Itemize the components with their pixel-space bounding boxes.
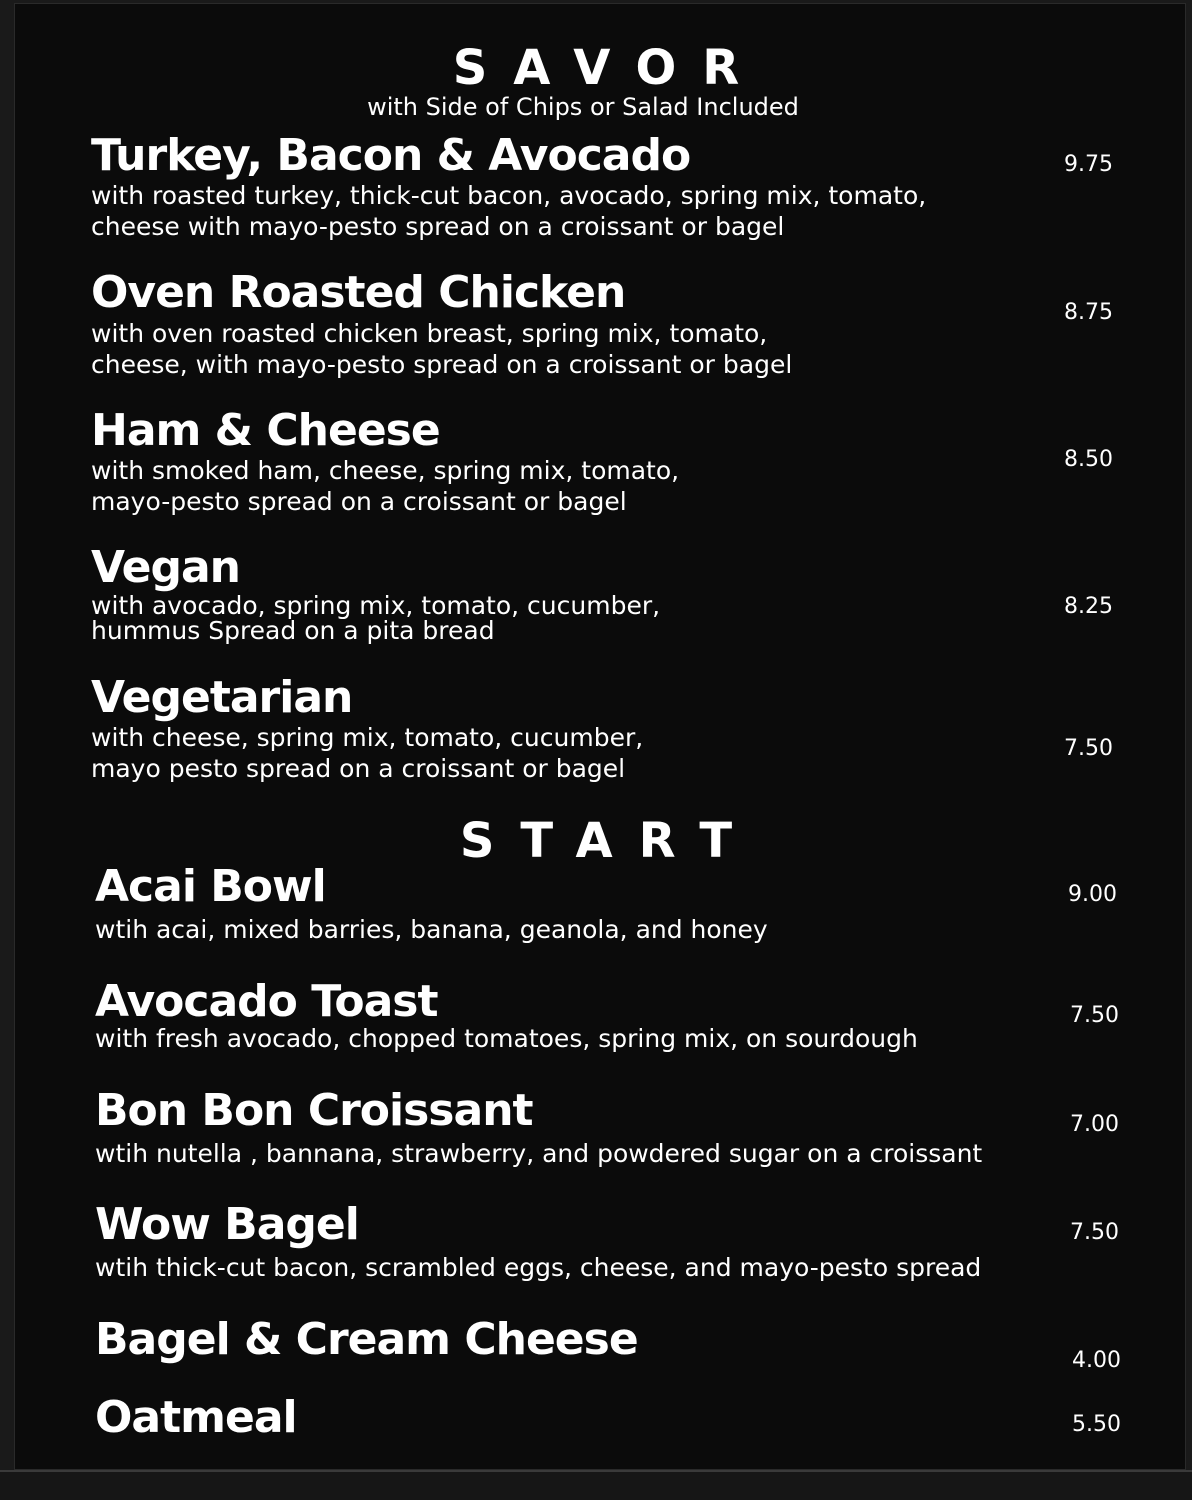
menu-item-price: 4.00	[1072, 1348, 1121, 1373]
menu-item-name: Vegan	[91, 542, 240, 593]
menu-item-description: mayo-pesto spread on a croissant or bagel	[91, 487, 627, 516]
menu-item-description: wtih thick-cut bacon, scrambled eggs, cheese, and mayo-pesto spread	[95, 1253, 982, 1282]
menu-item-name: Ham & Cheese	[91, 405, 440, 456]
menu-item-name: Oatmeal	[95, 1392, 297, 1443]
menu-item-price: 7.50	[1064, 736, 1113, 761]
menu-item-price: 8.75	[1064, 300, 1113, 325]
menu-item-name: Acai Bowl	[95, 861, 326, 912]
menu-item-description: hummus Spread on a pita bread	[91, 616, 495, 645]
menu-item-name: Wow Bagel	[95, 1199, 359, 1250]
menu-item-description: with avocado, spring mix, tomato, cucumber,	[91, 591, 661, 620]
menu-item-name: Oven Roasted Chicken	[91, 267, 626, 318]
menu-item-description: with roasted turkey, thick-cut bacon, avocado, spring mix, tomato,	[91, 181, 927, 210]
menu-item-name: Turkey, Bacon & Avocado	[91, 130, 691, 181]
menu-item-description: wtih nutella , bannana, strawberry, and powdered sugar on a croissant	[95, 1139, 983, 1168]
menu-item-price: 9.75	[1064, 152, 1113, 177]
menu-item-description: mayo pesto spread on a croissant or bagel	[91, 754, 626, 783]
menu-item-price: 7.50	[1070, 1003, 1119, 1028]
menu-item-description: with fresh avocado, chopped tomatoes, spring mix, on sourdough	[95, 1024, 918, 1053]
savor-subtitle: with Side of Chips or Salad Included	[367, 93, 799, 121]
menu-item-price: 9.00	[1068, 882, 1117, 907]
menu-item-description: with smoked ham, cheese, spring mix, tomato,	[91, 456, 680, 485]
menu-item-description: wtih acai, mixed barries, banana, geanola, and honey	[95, 915, 768, 944]
menu-item-description: cheese with mayo-pesto spread on a croissant or bagel	[91, 212, 785, 241]
menu-item-description: with oven roasted chicken breast, spring mix, tomato,	[91, 319, 768, 348]
bottom-border	[0, 1470, 1192, 1500]
savor-section-title: SAVOR	[452, 40, 766, 96]
menu-item-price: 7.50	[1070, 1220, 1119, 1245]
menu-item-description: cheese, with mayo-pesto spread on a croissant or bagel	[91, 350, 793, 379]
menu-item-price: 8.50	[1064, 447, 1113, 472]
menu-item-name: Bon Bon Croissant	[95, 1085, 533, 1136]
menu-item-name: Bagel & Cream Cheese	[95, 1314, 638, 1365]
menu-item-price: 5.50	[1072, 1412, 1121, 1437]
menu-item-price: 7.00	[1070, 1112, 1119, 1137]
menu-item-price: 8.25	[1064, 594, 1113, 619]
menu-item-description: with cheese, spring mix, tomato, cucumber,	[91, 723, 644, 752]
menu-item-name: Avocado Toast	[95, 976, 438, 1027]
menu-item-name: Vegetarian	[91, 672, 353, 723]
start-section-title: START	[459, 813, 759, 869]
